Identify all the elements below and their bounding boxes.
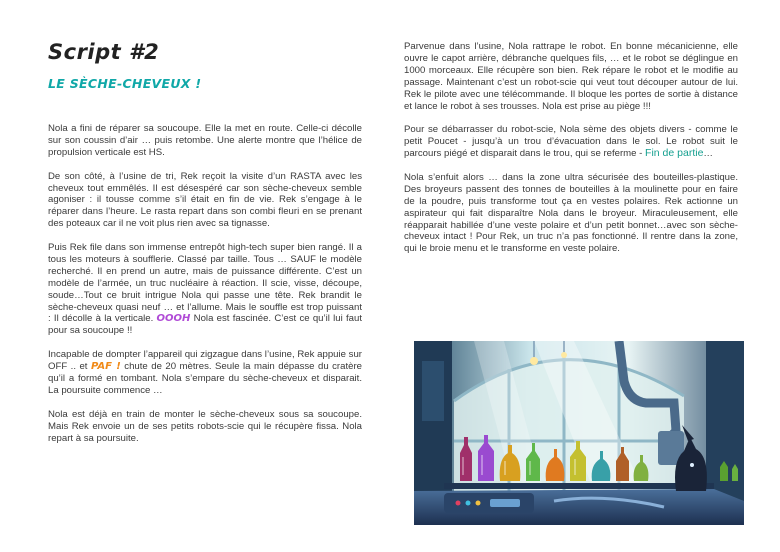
end-of-game-text: Fin de partie <box>645 147 704 160</box>
paragraph-text: Pour se débarrasser du robot-scie, Nola sème des objets divers - comme le petit Poucet - jusqu’à un trou d’évacuation dans le sol. Le robot suit le parcours piégé et disparait dans le trou, qui se referme - <box>404 124 738 160</box>
paragraph: Nola est déjà en train de monter le sèche-cheveux sous sa soucoupe. Mais Rek envoie un de ses petits robots-scie qui le récupère fissa. Nola repart à sa poursuite. <box>48 408 362 444</box>
right-column <box>404 41 738 267</box>
paragraph-text: Nola est fascinée. C’est ce qu’il lui faut pour sa soucoupe !! <box>48 313 362 337</box>
paragraph <box>48 349 362 397</box>
paragraph: Parvenue dans l’usine, Nola rattrape le robot. En bonne mécanicienne, elle ouvre le capot arrière, débranche quelques fils, … et le robot se déglingue en 1000 morceaux. Elle récupère son bien. Rek répare le robot et le modifie au passage. Maintenant c’est un robot-scie qui veut tout découper autour de lui. Rek le pilote avec une télécommande. Il bloque les portes de sortie à distance et lance le robot à ses trousses. Nola est prise au piège !!! <box>404 41 738 112</box>
ellipsis: … <box>703 148 714 160</box>
paragraph-text: chute de 20 mètres. Seule la main dépasse du cratère qu’il a formé en tombant. Nola s’empare du sèche-cheveux et disparait. La poursuite commence … <box>48 361 362 396</box>
page-subtitle: LE SÈCHE-CHEVEUX ! <box>48 76 202 91</box>
paragraph: De son côté, à l’usine de tri, Rek reçoit la visite d’un RASTA avec les cheveux tout emmêlés. Il est désespéré car son sèche-cheveux semble agoniser : il tousse comme s’il était en fin de vie. Rek s’engage à le réparer dans l’heure. Le rasta repart dans son combi fleuri en se prenant des poteaux car il ne voit plus rien avec sa tignasse. <box>48 170 362 230</box>
left-column <box>48 123 362 456</box>
page-title: Script #2 <box>48 40 160 64</box>
paragraph-text: Incapable de dompter l’appareil qui zigzague dans l’usine, Rek appuie sur OFF .. et <box>48 349 362 373</box>
paragraph <box>404 124 738 160</box>
factory-illustration <box>414 341 744 525</box>
paragraph-text: Puis Rek file dans son immense entrepôt high-tech super bien rangé. Il a tous les moteurs à soufflerie. Classé par taille. Tous … SAUF le modèle recherché. Il en prend un autre, mais de puissance différente. C’est un modèle de l’armée, un truc nucléaire à réaction. Il scie, visse, découpe, soude…Tout ce bruit intrigue Nola qui passe une tête. Rek brandit le sèche-cheveux quasi neuf … et l’allume. Mais le souffle est trop puissant : Il décolle à la verticale. <box>48 242 362 325</box>
paragraph: Nola a fini de réparer sa soucoupe. Elle la met en route. Celle-ci décolle sur son coussin d’air … puis retombe. Une alerte montre que l’hélice de propulsion verticale est HS. <box>48 123 362 158</box>
paragraph: Nola s’enfuit alors … dans la zone ultra sécurisée des bouteilles-plastique. Des broyeurs passent des tonnes de bouteilles à la moulinette pour en faire de la poudre, puis transforme tout ça en vestes polaires. Rek actionne un aspirateur qui fait disparaître Nola dans le broyeur. Miraculeusement, elle réapparait habillée d’une veste polaire et d’un petit bonnet…avec son sèche-cheveux intact ! Pour Rek, un truc n’a pas fonctionné. Il rentre dans la zone, qui le broie menu et le transforme en veste polaire. <box>404 171 738 255</box>
paragraph <box>48 242 362 337</box>
onomatopoeia-paf: PAF ! <box>90 361 121 373</box>
onomatopoeia-oooh: OOOH <box>156 313 191 325</box>
